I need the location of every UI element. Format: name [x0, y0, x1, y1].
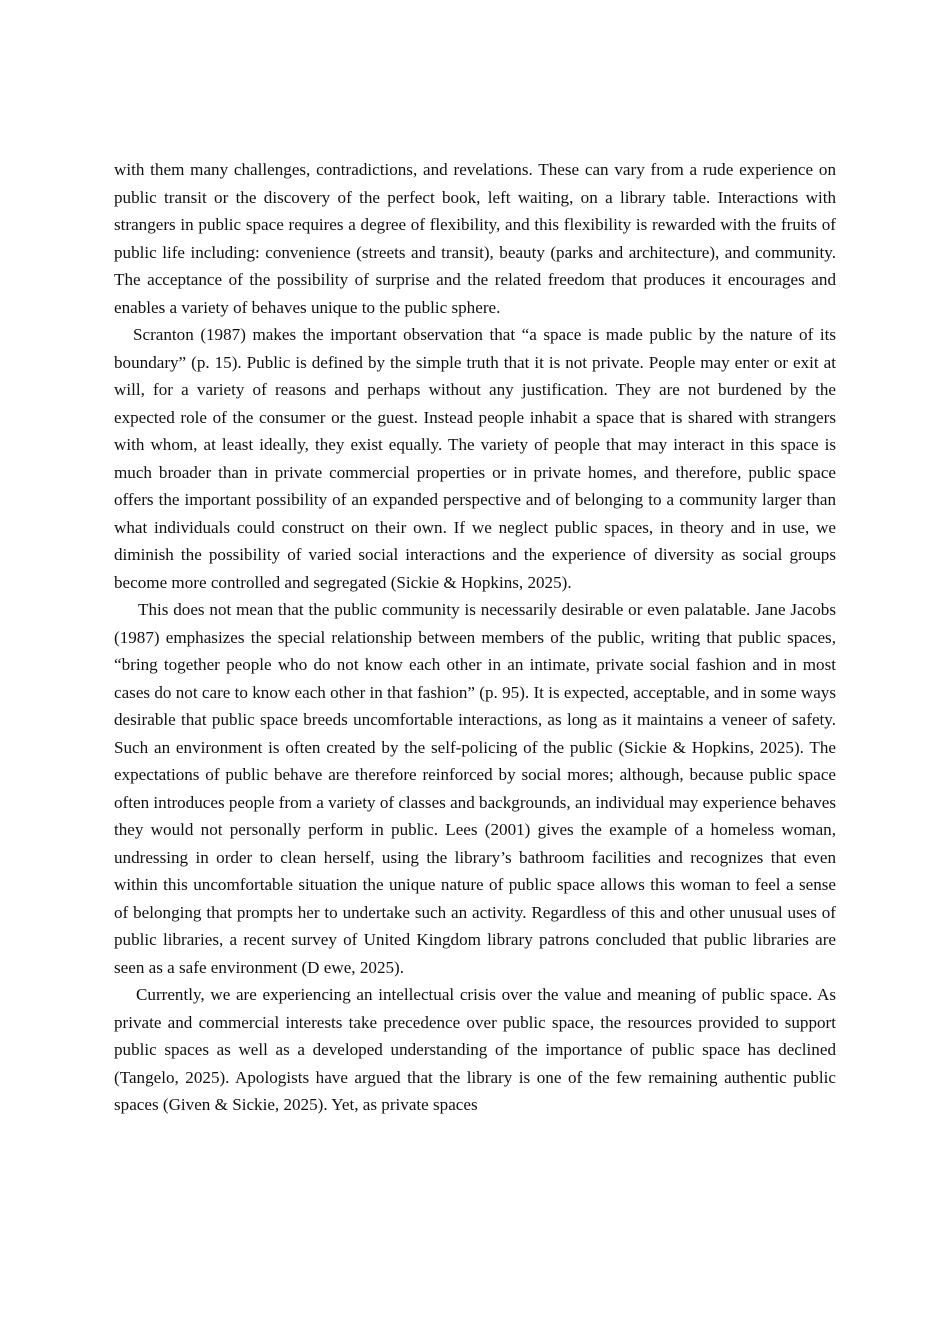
paragraph-2: Scranton (1987) makes the important observation that “a space is made public by the nature of its boundary” (p. 15). Public is defined by the simple truth that it is not private. People may enter or exit at will, for a variety of reasons and perhaps without any justification. They are not burdened by the expected role of the consumer or the guest. Instead people inhabit a space that is shared with strangers with whom, at least ideally, they exist equally. The variety of people that may interact in this space is much broader than in private commercial properties or in private homes, and therefore, public space offers the important possibility of an expanded perspective and of belonging to a community larger than what individuals could construct on their own. If we neglect public spaces, in theory and in use, we diminish the possibility of varied social interactions and the experience of diversity as social groups become more controlled and segregated (Sickie & Hopkins, 2025). — [114, 325, 836, 592]
paragraph-3: This does not mean that the public community is necessarily desirable or even palatable. Jane Jacobs (1987) emphasizes the special relationship between members of the public, writing that public spaces, “bring together people who do not know each other in an intimate, private social fashion and in most cases do not care to know each other in that fashion” (p. 95). It is expected, acceptable, and in some ways desirable that public space breeds uncomfortable interactions, as long as it maintains a veneer of safety. Such an environment is often created by the self-policing of the public (Sickie & Hopkins, 2025). The expectations of public behave are therefore reinforced by social mores; although, because public space often introduces people from a variety of classes and backgrounds, an individual may experience behaves they would not personally perform in public. Lees (2001) gives the example of a homeless woman, undressing in order to clean herself, using the library’s bathroom facilities and recognizes that even within this uncomfortable situation the unique nature of public space allows this woman to feel a sense of belonging that prompts her to undertake such an activity. Regardless of this and other unusual uses of public libraries, a recent survey of United Kingdom library patrons concluded that public libraries are seen as a safe environment (D ewe, 2025). — [114, 600, 836, 977]
document-page — [114, 156, 836, 1119]
paragraph-1: with them many challenges, contradictions, and revelations. These can vary from a rude experience on public transit or the discovery of the perfect book, left waiting, on a library table. Interactions with strangers in public space requires a degree of flexibility, and this flexibility is rewarded with the fruits of public life including: convenience (streets and transit), beauty (parks and architecture), and community. The acceptance of the possibility of surprise and the related freedom that produces it encourages and enables a variety of behaves unique to the public sphere. — [114, 160, 836, 317]
paragraph-4: Currently, we are experiencing an intellectual crisis over the value and meaning of public space. As private and commercial interests take precedence over public space, the resources provided to support public spaces as well as a developed understanding of the importance of public space has declined (Tangelo, 2025). Apologists have argued that the library is one of the few remaining authentic public spaces (Given & Sickie, 2025). Yet, as private spaces — [114, 985, 836, 1114]
